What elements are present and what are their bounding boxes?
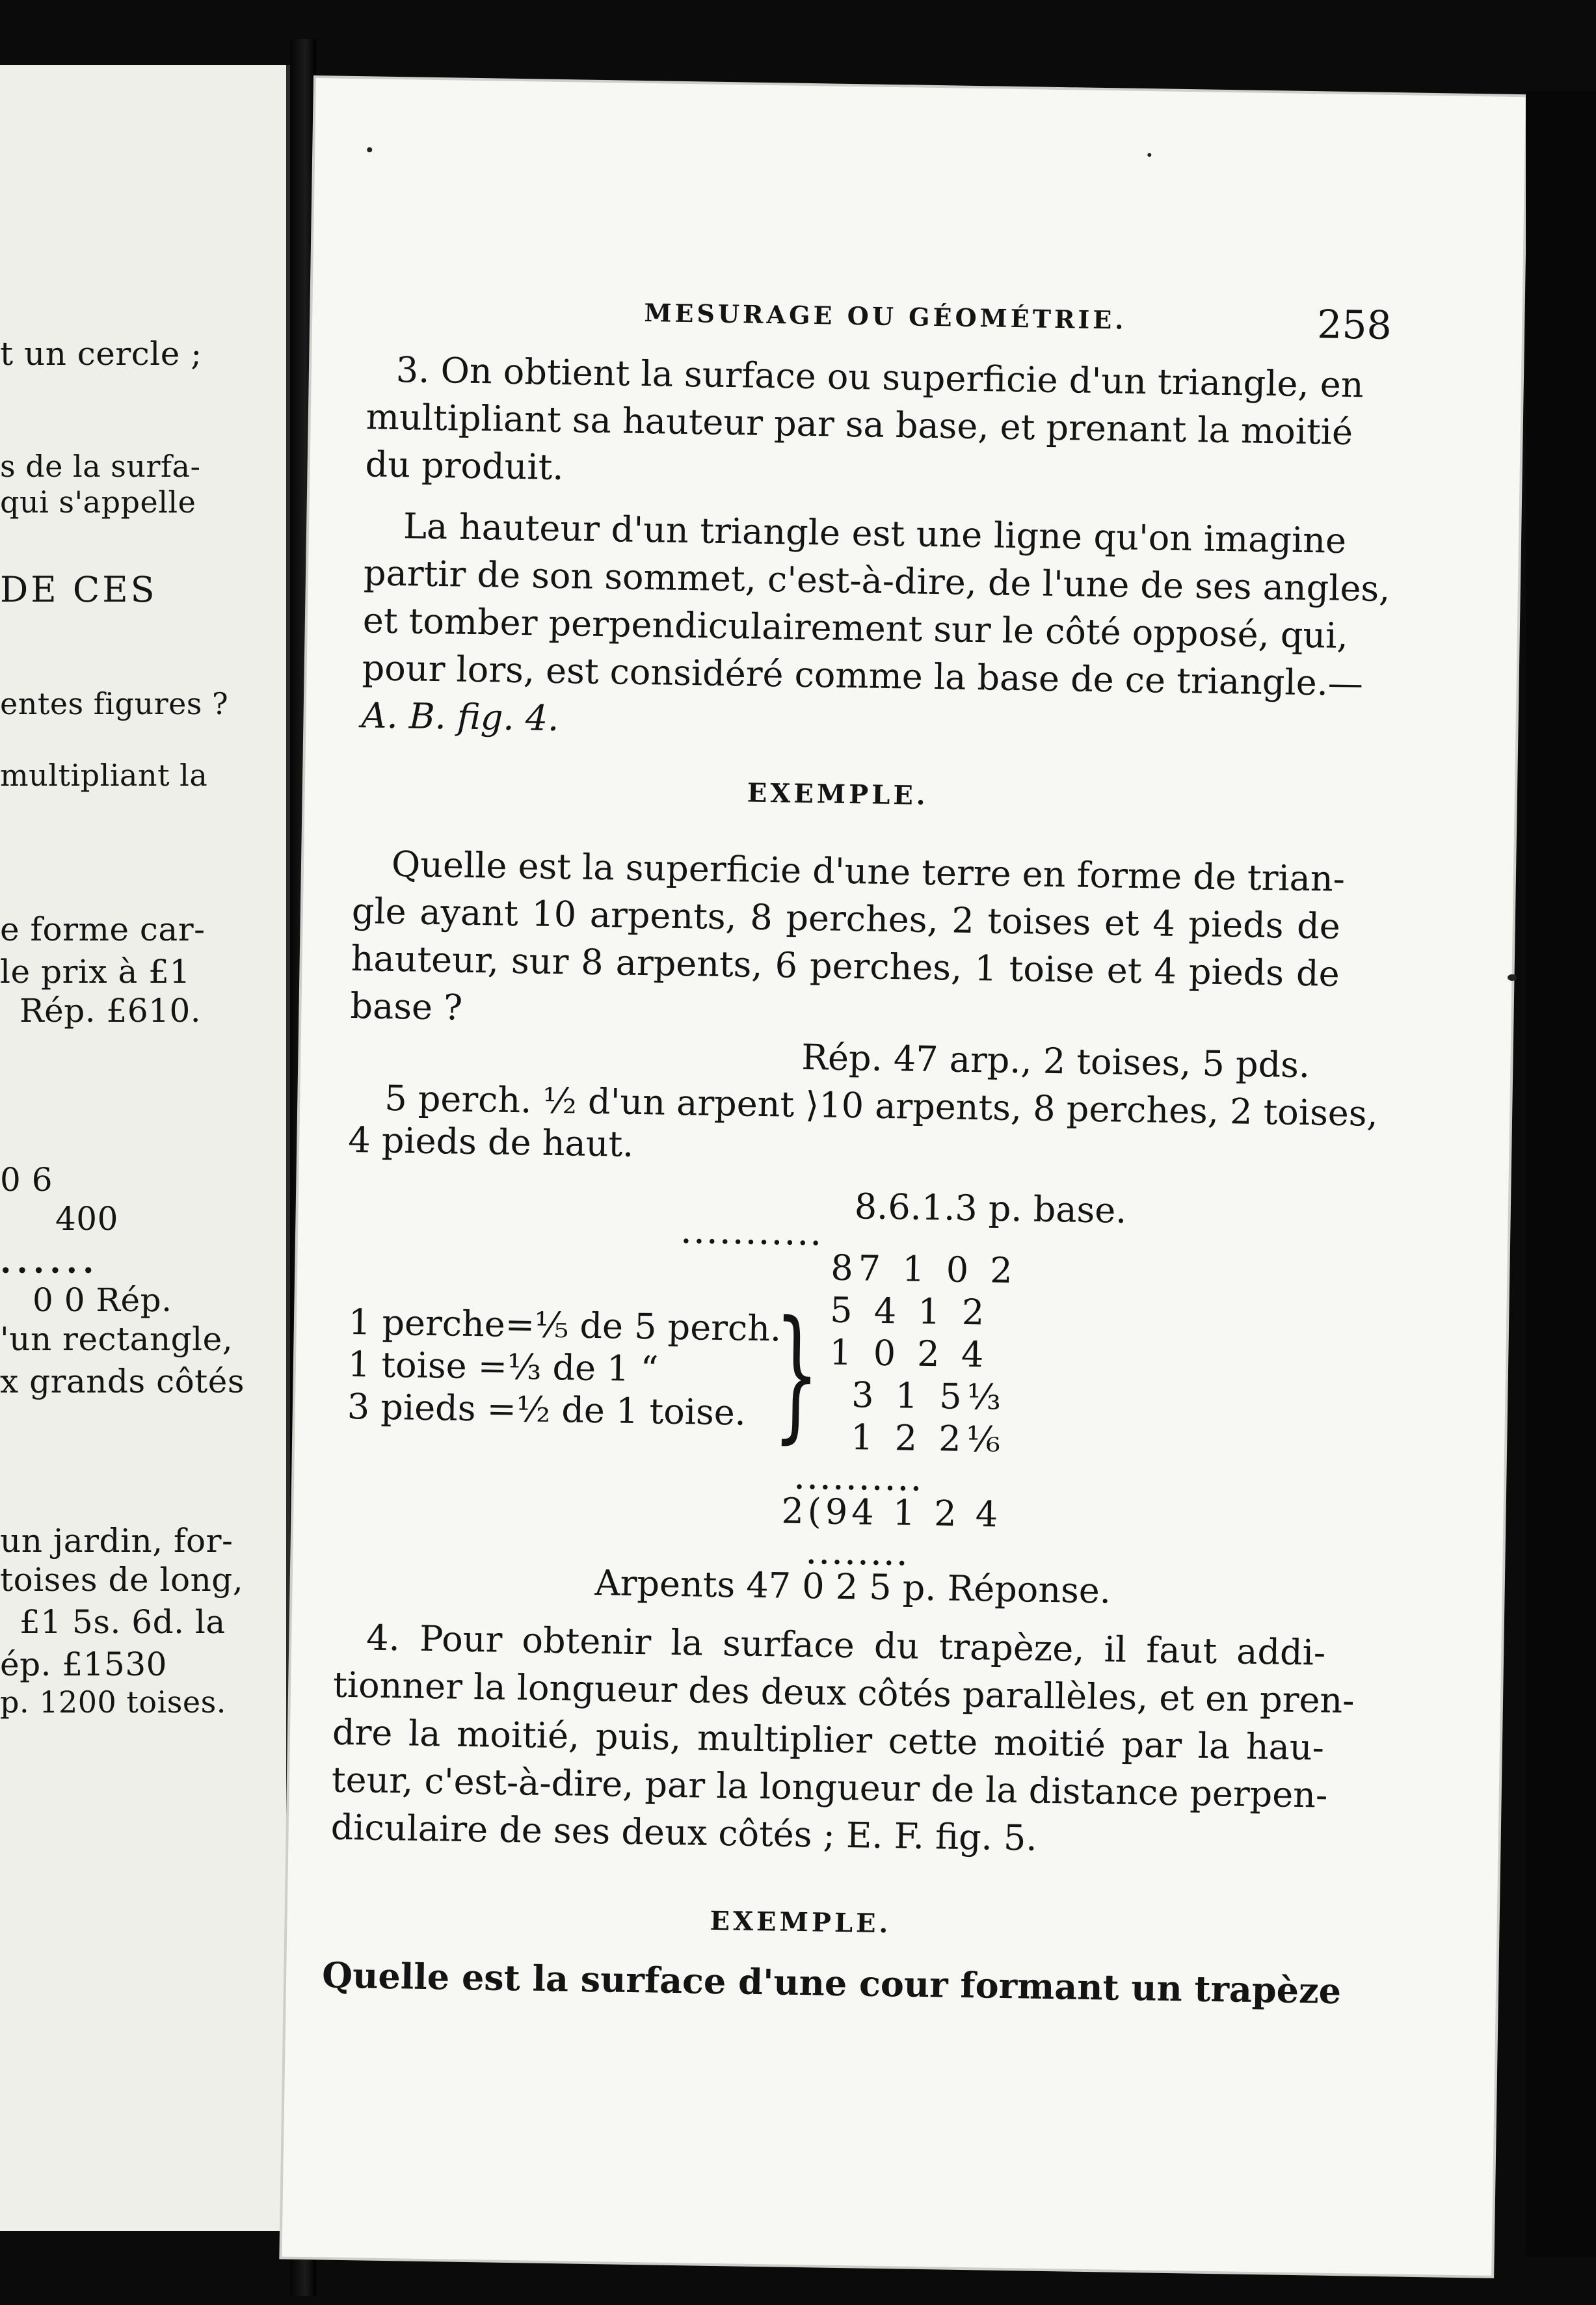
text-line: diculaire de ses deux côtés ; E. F. fig. 5.: [330, 1806, 1038, 1859]
text-line: teur, c'est-à-dire, par la longueur de la distance perpen-: [331, 1759, 1328, 1816]
example-heading: EXEMPLE.: [747, 777, 929, 811]
calc-line: 4 pieds de haut.: [347, 1119, 634, 1165]
left-facing-page: [0, 65, 290, 2231]
section-4-paragraph: [330, 1614, 1355, 1867]
left-page-line: multipliant la: [0, 758, 208, 793]
section-3-paragraph: [365, 345, 1364, 503]
scan-speck: [1508, 974, 1517, 981]
text-line: multipliant sa hauteur par sa base, et prenant la moitié: [366, 396, 1353, 453]
conversion-row: 1 perche=⅕ de 5 perch.: [348, 1301, 782, 1350]
left-page-line: qui s'appelle: [0, 485, 196, 520]
left-page-line: 0 0 Rép.: [33, 1281, 172, 1319]
left-page-line: 0 6: [0, 1161, 53, 1199]
text-line: pour lors, est considéré comme la base de ce triangle.—: [362, 647, 1364, 704]
left-page-line: e forme car-: [0, 911, 206, 948]
left-page-line: ép. £1530: [0, 1645, 167, 1683]
figure-reference: A. B. fig. 4.: [361, 695, 559, 739]
left-page-line: Rép. £610.: [20, 992, 202, 1030]
text-line: partir de son sommet, c'est-à-dire, de l'une de ses angles,: [363, 552, 1390, 610]
text-line: hauteur, sur 8 arpents, 6 perches, 1 toise et 4 pieds de: [351, 938, 1340, 994]
left-page-line: un jardin, for-: [0, 1522, 233, 1560]
text-line: 4. Pour obtenir la surface du trapèze, il faut addi-: [366, 1617, 1326, 1673]
left-page-line: x grands côtés: [0, 1363, 245, 1400]
triangle-height-paragraph: [361, 501, 1390, 754]
text-line: tionner la longueur des deux côtés parallèles, et en pren-: [332, 1664, 1355, 1722]
conversion-row: 3 pieds =½ de 1 toise.: [347, 1386, 747, 1433]
text-line: base ?: [350, 985, 463, 1028]
left-page-line: entes figures ?: [0, 686, 229, 721]
running-head: MESURAGE OU GÉOMÉTRIE.: [644, 297, 1127, 335]
dotted-rule: ..........: [794, 1464, 925, 1497]
calc-line: 5 perch. ½ d'un arpent ⟩10 arpents, 8 perches, 2 toises,: [384, 1077, 1379, 1134]
text-line: La hauteur d'un triangle est une ligne qu'on imagine: [403, 505, 1347, 561]
text-line: 3. On obtient la surface ou superficie d'un triangle, en: [395, 349, 1364, 406]
example-2-question: [321, 1952, 1342, 2015]
left-page-line: ......: [0, 1242, 100, 1281]
text-line: Quelle est la superficie d'une terre en forme de trian-: [391, 843, 1346, 899]
scan-speck: [1147, 153, 1151, 157]
example-1-answer: Rép. 47 arp., 2 toises, 5 pds.: [801, 1036, 1310, 1086]
number-row: 5 4 1 2: [829, 1289, 990, 1333]
page-number: 258: [1316, 302, 1392, 349]
result-row: Arpents 47 0 2 5 p. Réponse.: [594, 1562, 1111, 1612]
text-line: du produit.: [365, 444, 565, 488]
text-line: et tomber perpendiculairement sur le côté opposé, qui,: [362, 600, 1349, 657]
left-page-line: p. 1200 toises.: [0, 1685, 226, 1720]
sum-row: 2(94 1 2 4: [780, 1490, 1002, 1535]
example-1-question: [350, 840, 1346, 1045]
dotted-rule: ...........: [681, 1219, 825, 1252]
left-page-line: 'un rectangle,: [0, 1320, 233, 1358]
example-heading: EXEMPLE.: [710, 1905, 892, 1939]
left-page-line: £1 5s. 6d. la: [20, 1603, 226, 1641]
brace-mark: }: [772, 1290, 821, 1458]
left-page-line: s de la surfa-: [0, 449, 201, 484]
calc-base-line: 8.6.1.3 p. base.: [854, 1186, 1127, 1231]
left-page-line: t un cercle ;: [0, 335, 202, 373]
dotted-rule: ........: [806, 1539, 911, 1572]
scan-background-edge: [1526, 91, 1596, 2257]
conversion-row: 1 toise =⅓ de 1 “: [347, 1344, 659, 1390]
text-line: gle ayant 10 arpents, 8 perches, 2 toises et 4 pieds de: [351, 890, 1341, 947]
number-row: 1 0 2 4: [829, 1331, 989, 1376]
scan-speck: [367, 147, 372, 152]
left-page-line: 400: [55, 1200, 118, 1238]
main-page: [282, 78, 1525, 2276]
text-line: Quelle est la surface d'une cour formant un trapèze: [321, 1954, 1342, 2012]
left-page-line: le prix à £1: [0, 953, 191, 991]
number-row: 1 2 2⅙: [850, 1417, 1006, 1460]
left-page-line: DE CES: [0, 569, 157, 610]
number-row: 3 1 5⅓: [851, 1374, 1007, 1418]
text-line: dre la moitié, puis, multiplier cette moitié par la hau-: [332, 1711, 1325, 1768]
left-page-line: toises de long,: [0, 1561, 244, 1599]
number-row: 87 1 0 2: [830, 1247, 1018, 1292]
